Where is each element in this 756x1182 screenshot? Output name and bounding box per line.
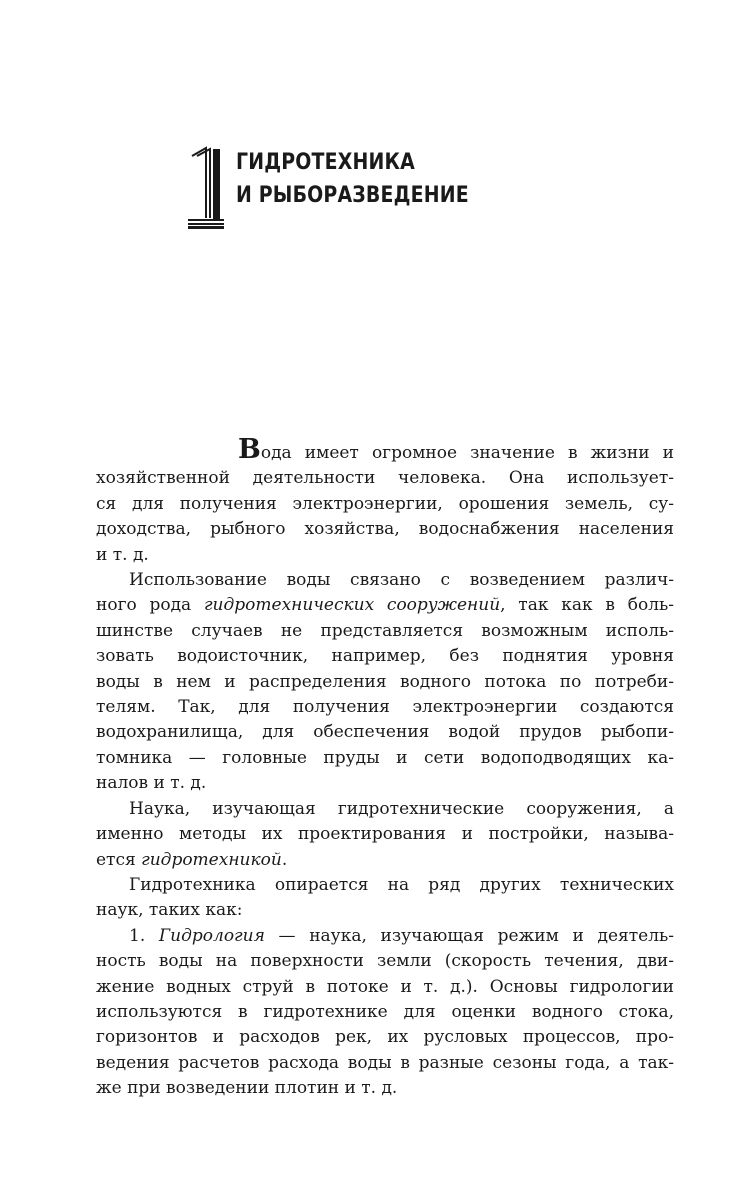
paragraph xyxy=(96,434,674,466)
text-line: ется гидротехникой. xyxy=(96,849,288,870)
text-line: ведения расчетов расхода воды в разные сезоны года, а так- xyxy=(96,1052,674,1073)
chapter-title xyxy=(236,146,469,212)
text-line: шинстве случаев не представляется возможным исполь- xyxy=(96,620,674,641)
text-line: и т. д. xyxy=(96,544,149,565)
body-text xyxy=(96,434,675,1102)
text-line: ного рода гидротехнических сооружений, так как в боль- xyxy=(96,595,674,616)
text-line: Гидротехника опирается на ряд других технических xyxy=(129,874,674,895)
text-line: томника — головные пруды и сети водоподводящих ка- xyxy=(96,747,674,768)
chapter-title-line: И РЫБОРАЗВЕДЕНИЕ xyxy=(236,183,469,208)
text-line: жение водных струй в потоке и т. д.). Основы гидрологии xyxy=(96,976,674,997)
drop-cap: В xyxy=(238,434,261,465)
svg-text:1: 1 xyxy=(186,146,187,147)
text-line: хозяйственной деятельности человека. Она использует- xyxy=(96,468,674,489)
text-line: воды в нем и распределения водного потока по потреби- xyxy=(96,671,674,692)
text-line: ся для получения электроэнергии, орошения земель, су- xyxy=(96,493,674,514)
text-line: водохранилища, для обеспечения водой прудов рыбопи- xyxy=(96,722,674,743)
term: гидротехникой xyxy=(141,849,282,870)
paragraph xyxy=(96,873,674,924)
text-line: ность воды на поверхности земли (скорость течения, дви- xyxy=(96,951,674,972)
text-line: телям. Так, для получения электроэнергии создаются xyxy=(96,697,674,718)
paragraph xyxy=(96,797,674,873)
text-line: доходства, рыбного хозяйства, водоснабжения населения xyxy=(96,519,674,540)
chapter-number xyxy=(186,146,226,230)
text-line: наук, таких как: xyxy=(96,900,243,921)
term: гидротехнических сооружений xyxy=(203,595,501,616)
text-line: используются в гидротехнике для оценки водного стока, xyxy=(96,1001,674,1022)
paragraph-cont xyxy=(96,466,674,568)
text-line: зовать водоисточник, например, без поднятия уровня xyxy=(96,646,674,667)
text-line: Вода имеет огромное значение в жизни и xyxy=(238,434,674,465)
text-line: 1. Гидрология — наука, изучающая режим и деятель- xyxy=(129,925,675,946)
chapter-title-line: ГИДРОТЕХНИКА xyxy=(236,150,415,175)
text-line: Использование воды связано с возведением различ- xyxy=(129,570,674,591)
paragraph xyxy=(96,568,674,797)
text-line: Наука, изучающая гидротехнические сооружения, а xyxy=(129,798,674,819)
text-line: же при возведении плотин и т. д. xyxy=(96,1078,398,1099)
text-line: горизонтов и расходов рек, их русловых процессов, про- xyxy=(96,1027,674,1048)
term: Гидрология xyxy=(158,925,265,946)
paragraph xyxy=(96,924,674,1102)
text-line: именно методы их проектирования и постройки, называ- xyxy=(96,824,674,845)
text-line: налов и т. д. xyxy=(96,773,207,794)
